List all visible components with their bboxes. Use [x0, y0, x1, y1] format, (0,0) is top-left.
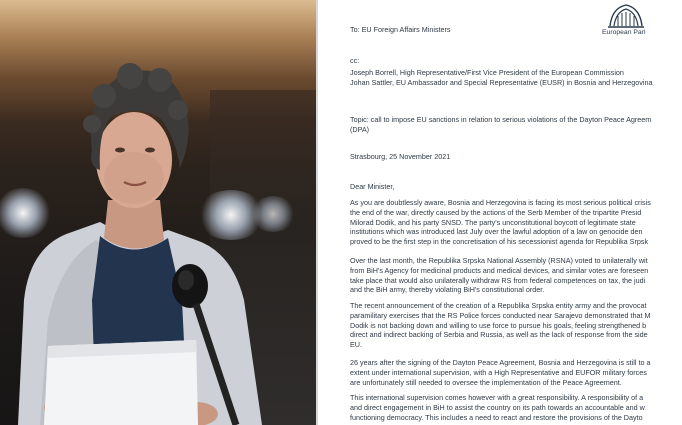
paragraph-line: and the BiH army, thereby violating BiH's constitutional order. — [350, 285, 545, 295]
topic-block — [350, 115, 680, 135]
speaker-figure — [0, 0, 316, 425]
paragraph-3 — [350, 301, 680, 350]
paragraph-line: Milorad Dodik, and his party SNSD. The party's unconstitutional boycott of legitimate state — [350, 217, 636, 227]
cc-line: Johan Sattler, EU Ambassador and Special Representative (EUSR) in Bosnia and Herzegovina — [350, 77, 653, 87]
paragraph-line: paramilitary exercises that the RS Police forces conducted near Sarajevo demonstrated that M — [350, 310, 651, 320]
paragraph-1 — [350, 198, 680, 247]
paragraph-line: the end of the war, directly caused by the actions of the Serb Member of the tripartite Presid — [350, 207, 642, 217]
letter-document — [316, 0, 653, 425]
topic-line: Topic: call to impose EU sanctions in relation to serious violations of the Dayton Peace Agreem — [350, 115, 652, 124]
cc-line: Joseph Borrell, High Representative/First Vice President of the European Commission — [350, 67, 624, 77]
cc-block — [350, 56, 680, 87]
paragraph-2 — [350, 256, 680, 295]
recipient-line — [350, 25, 680, 35]
paragraph-line: As you are doubtlessly aware, Bosnia and Herzegovina is facing its most serious political crisis — [350, 198, 651, 207]
salutation-text: Dear Minister, — [350, 182, 395, 191]
paragraph-line: functioning democracy. This includes a need to react and restore the provisions of the Dayto — [350, 412, 643, 422]
paragraph-line: 26 years after the signing of the Dayton Peace Agreement, Bosnia and Herzegovina is still to a — [350, 358, 651, 367]
topic-line: (DPA) — [350, 124, 370, 134]
paragraph-line: proved to be the first step in the concretisation of his secessionist agenda for Republika Srpsk — [350, 237, 649, 247]
paragraph-line: direct and indirect backing of Serbia and Russia, as well as the lack of response from the side — [350, 330, 648, 340]
paragraph-5 — [350, 393, 680, 422]
paragraph-line: institutions which was introduced last July over the lawful adoption of a law on genocide den — [350, 227, 643, 237]
paragraph-line: take place that would also unilaterally withdraw RS from federal competences on tax, the judi — [350, 275, 646, 285]
paragraph-line: and direct engagement in BiH to assist the country on its path towards an accountable and w — [350, 402, 645, 412]
paragraph-line: The recent announcement of the creation of a Republika Srpska entity army and the provocat — [350, 301, 647, 310]
paragraph-line: from BiH's Agency for medicinal products and medical devices, and similar votes are foreseen — [350, 265, 649, 275]
place-date-text: Strasbourg, 25 November 2021 — [350, 152, 451, 161]
cc-label: cc: — [350, 56, 360, 65]
paragraph-line: extent under international supervision, with a High Representative and EUFOR military forces — [350, 367, 647, 377]
logo-wordmark: European Parl — [602, 29, 646, 36]
paragraph-line: This international supervision comes however with a great responsibility. A responsibility of a — [350, 393, 644, 402]
paragraph-line: Over the last month, the Republika Srpska National Assembly (RSNA) voted to unilaterally wit — [350, 256, 648, 265]
speaker-photo — [0, 0, 316, 425]
paragraph-line: Dodik is not backing down and willing to use force to pursue his goals, feeling strengthened b — [350, 320, 647, 330]
recipient-text: To: EU Foreign Affairs Ministers — [350, 25, 451, 34]
place-date — [350, 152, 680, 162]
paragraph-line: are unfortunately still needed to oversee the implementation of the Peace Agreement. — [350, 377, 622, 387]
paragraph-line: EU. — [350, 340, 362, 350]
salutation — [350, 182, 680, 192]
paragraph-4 — [350, 358, 680, 387]
